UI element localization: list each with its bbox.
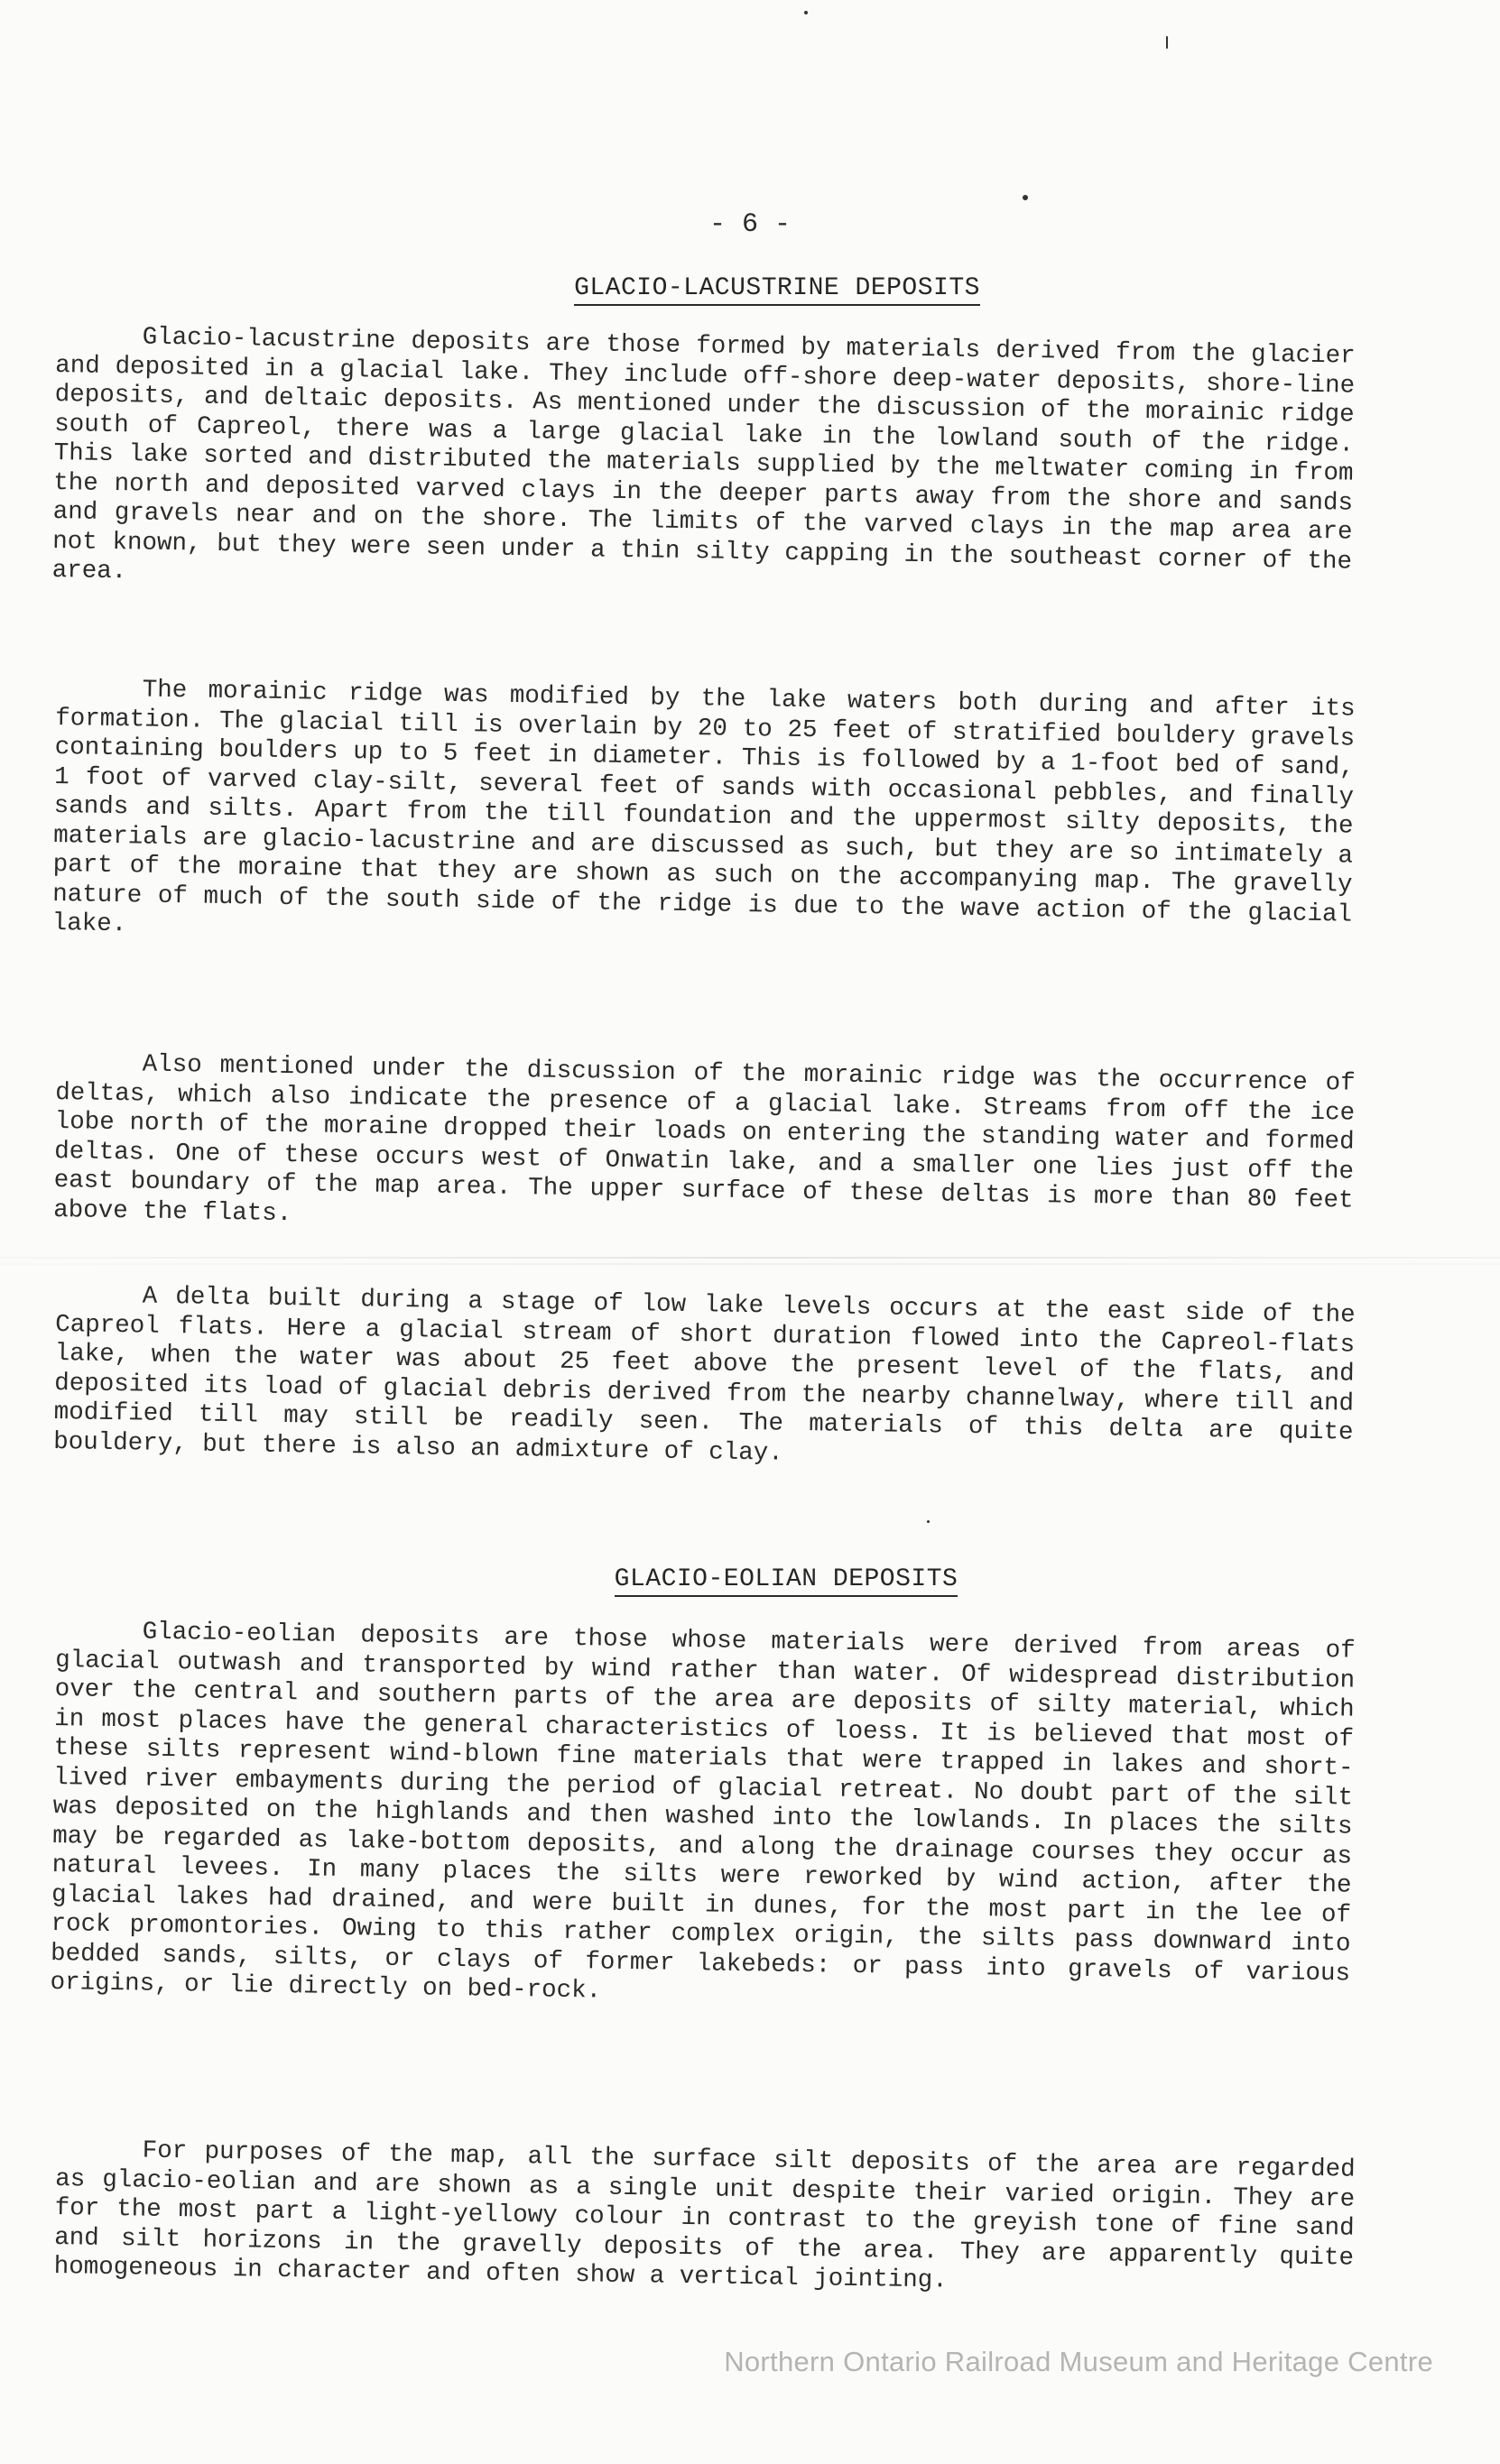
section-heading-text: GLACIO-EOLIAN DEPOSITS (615, 1565, 958, 1597)
section-heading-glacio-lacustrine (0, 274, 1500, 302)
paragraph: Glacio-eolian deposits are those whose materials were derived from areas of glacial outwash and transported by wind rather than water. Of widespread distribution over the central and southern parts of the area are deposits of silty material, which in most places have the general characteristics of loess. It is believed that most of these silts represent wind-blown fine materials that were trapped in lakes and short-lived river embayments during the period of glacial retreat. No doubt part of the silt was deposited on the highlands and then washed into the lowlands. In places the silts may be regarded as lake-bottom deposits, and along the drainage courses they occur as natural levees. In many places the silts were reworked by wind action, after the glacial lakes had drained, and were built in dunes, for the most part in the lee of rock promontories. Owing to this rather complex origin, the silts pass downward into bedded sands, silts, or clays of former lakebeds: or pass into gravels of various origins, or lie directly on bed-rock. (50, 1618, 1356, 2006)
paragraph: For purposes of the map, all the surface silt deposits of the area are regarded as glacio-eolian and are shown as a single unit despite their varied origin. They are for the most part a light-yellowy colour in contrast to the greyish tone of fine sand and silt horizons in the gravelly deposits of the area. They are apparently quite homogeneous in character and often show a vertical jointing. (53, 2136, 1356, 2295)
paper-fold-line (0, 1257, 1500, 1259)
paragraph: A delta built during a stage of low lake levels occurs at the east side of the Capreol flats. Here a glacial stream of short duration flowed into the Capreol-flats lake, when the water was about 25 feet above the present level of the flats, and deposited its load of glacial debris derived from the nearby channelway, where till and modified till may still be readily seen. The materials of this delta are quite bouldery, but there is also an admixture of clay. (52, 1282, 1356, 1468)
dust-speck (1023, 195, 1028, 200)
paragraph: The morainic ridge was modified by the lake waters both during and after its formation. The glacial till is overlain by 20 to 25 feet of stratified bouldery gravels containing boulders up to 5 feet in diameter. This is followed by a 1-foot bed of sand, 1 foot of varved clay-silt, several feet of sands with occasional pebbles, and finally sands and silts. Apart from the till foundation and the uppermost silty deposits, the materials are glacio-lacustrine and are discussed as such, but they are so intimately a part of the moraine that they are shown as such on the accompanying map. The gravelly nature of much of the south side of the ridge is due to the wave action of the glacial lake. (51, 676, 1356, 939)
dust-speck (927, 1520, 930, 1523)
section-heading-text: GLACIO-LACUSTRINE DEPOSITS (574, 274, 980, 306)
dust-speck (804, 11, 808, 14)
page-number: - 6 - (708, 209, 791, 240)
watermark: Northern Ontario Railroad Museum and Heritage Centre (724, 2346, 1433, 2377)
paper-fold-line (0, 1263, 1500, 1265)
paragraph: Also mentioned under the discussion of the morainic ridge was the occurrence of deltas, which also indicate the presence of a glacial lake. Streams from off the ice lobe north of the moraine dropped their loads on entering the standing water and formed deltas. One of these occurs west of Onwatin lake, and a smaller one lies just off the east boundary of the map area. The upper surface of these deltas is more than 80 feet above the flats. (52, 1050, 1356, 1228)
paragraph: Glacio-lacustrine deposits are those formed by materials derived from the glacier and deposited in a glacial lake. They include off-shore deep-water deposits, shore-line deposits, and deltaic deposits. As mentioned under the discussion of the morainic ridge south of Capreol, there was a large glacial lake in the lowland south of the ridge. This lake sorted and distributed the materials supplied by the meltwater coming in from the north and deposited varved clays in the deeper parts away from the shore and sands and gravels near and on the shore. The limits of the varved clays in the map area are not known, but they were seen under a thin silty capping in the southeast corner of the area. (51, 323, 1356, 586)
dust-speck (1166, 36, 1168, 49)
section-heading-glacio-eolian (0, 1565, 1500, 1593)
